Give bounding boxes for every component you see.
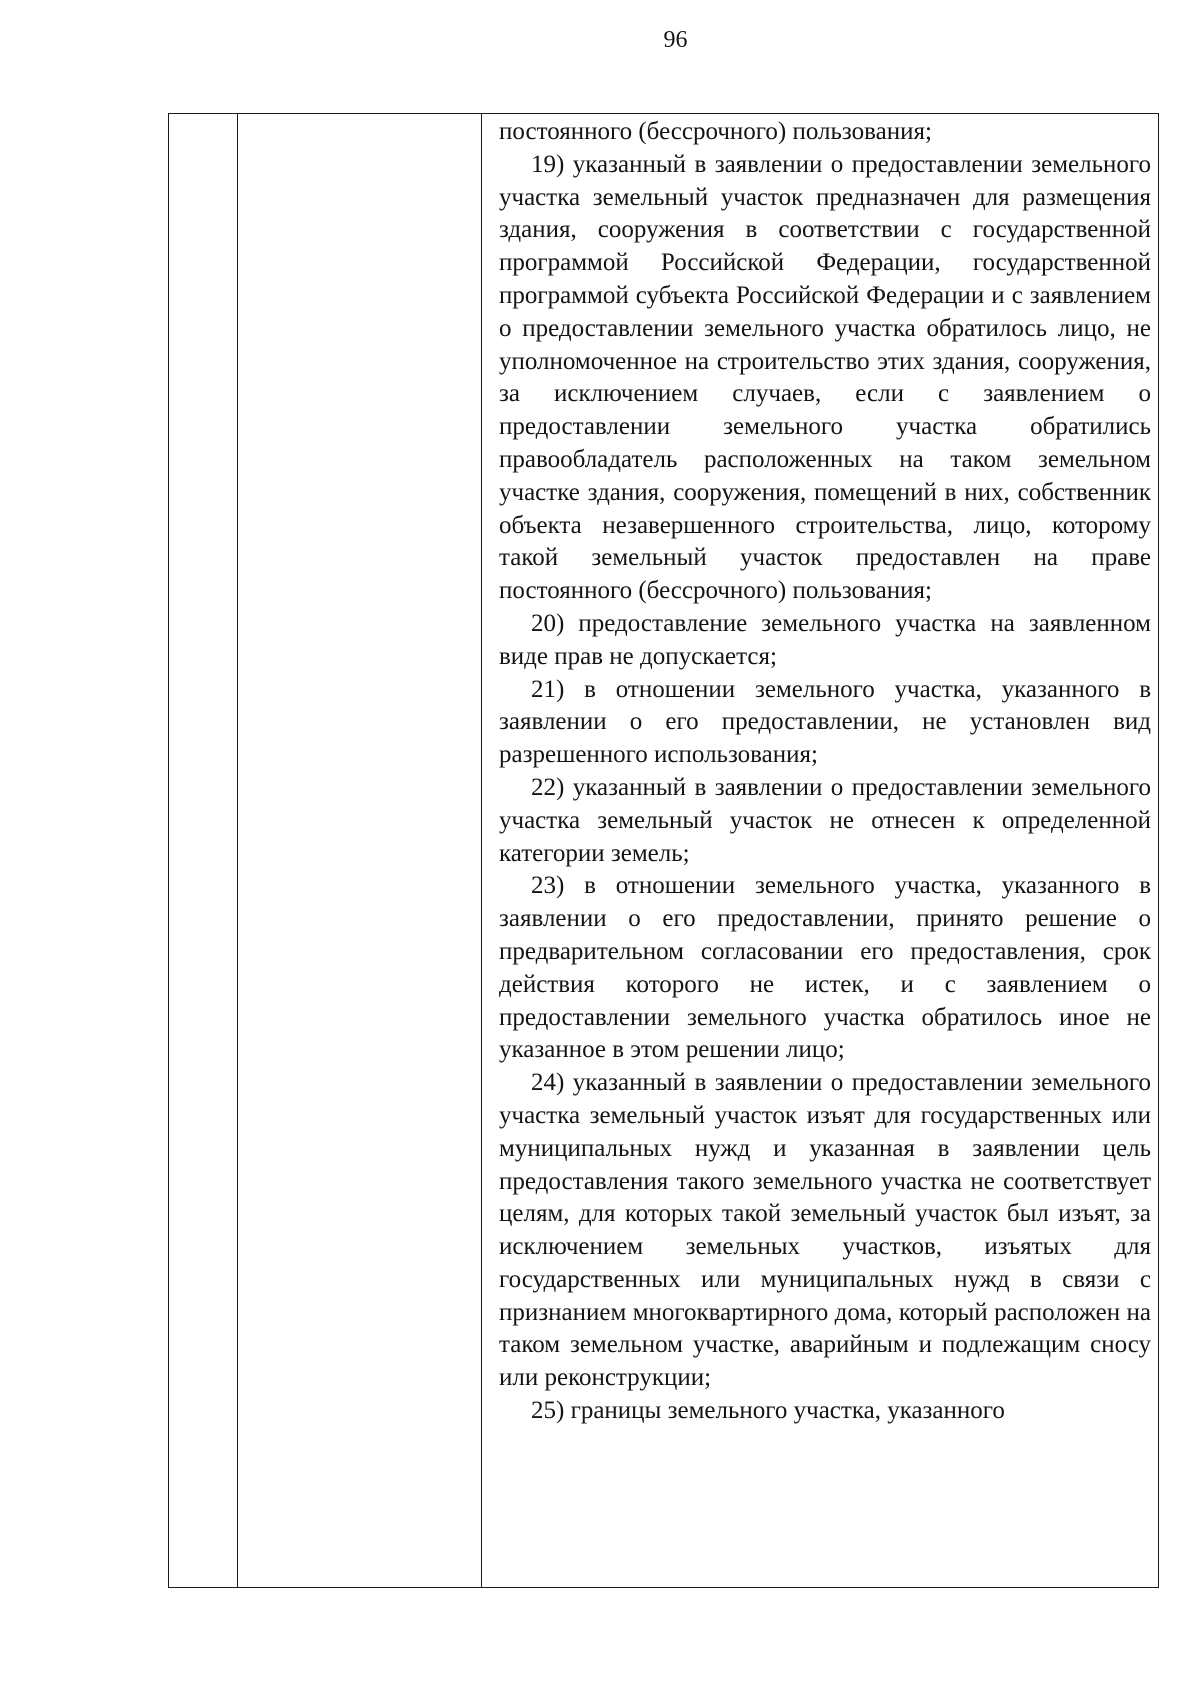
list-item-24: 24) указанный в заявлении о предоставлении земельного участка земельный участок изъят для государственных или муниципальных нужд и указанная в заявлении цель предоставления такого земельного участка не соответствует целям, для которых такой земельный участок был изъят, за исключением земельных участков, изъятых для государственных или муниципальных нужд в связи с признанием многоквартирного дома, который расположен на таком земельном участке, аварийным и подлежащим сносу или реконструкции;	[499, 1069, 1151, 1392]
column-divider-1	[237, 114, 238, 1587]
table-cell-text	[499, 116, 1151, 1428]
list-item-22: 22) указанный в заявлении о предоставлении земельного участка земельный участок не отнесен к определенной категории земель;	[499, 773, 1151, 867]
list-item-20: 20) предоставление земельного участка на заявленном виде прав не допускается;	[499, 609, 1151, 670]
column-divider-2	[481, 114, 482, 1587]
list-item-23: 23) в отношении земельного участка, указанного в заявлении о его предоставлении, принято решение о предварительном согласовании его предоставления, срок действия которого не истек, и с заявлением о предоставлении земельного участка обратилось иное не указанное в этом решении лицо;	[499, 872, 1151, 1064]
document-table	[168, 113, 1159, 1588]
paragraph-continuation: постоянного (бессрочного) пользования;	[499, 118, 932, 145]
list-item-19: 19) указанный в заявлении о предоставлении земельного участка земельный участок предназначен для размещения здания, сооружения в соответствии с государственной программой Российской Федерации, государственной программой субъекта Российской Федерации и с заявлением о предоставлении земельного участка обратилось лицо, не уполномоченное на строительство этих здания, сооружения, за исключением случаев, если с заявлением о предоставлении земельного участка обратились правообладатель расположенных на таком земельном участке здания, сооружения, помещений в них, собственник объекта незавершенного строительства, лицо, которому такой земельный участок предоставлен на праве постоянного (бессрочного) пользования;	[499, 150, 1151, 605]
list-item-21: 21) в отношении земельного участка, указанного в заявлении о его предоставлении, не установлен вид разрешенного использования;	[499, 675, 1151, 769]
list-item-25: 25) границы земельного участка, указанного	[531, 1397, 1005, 1425]
page-number: 96	[663, 27, 688, 53]
